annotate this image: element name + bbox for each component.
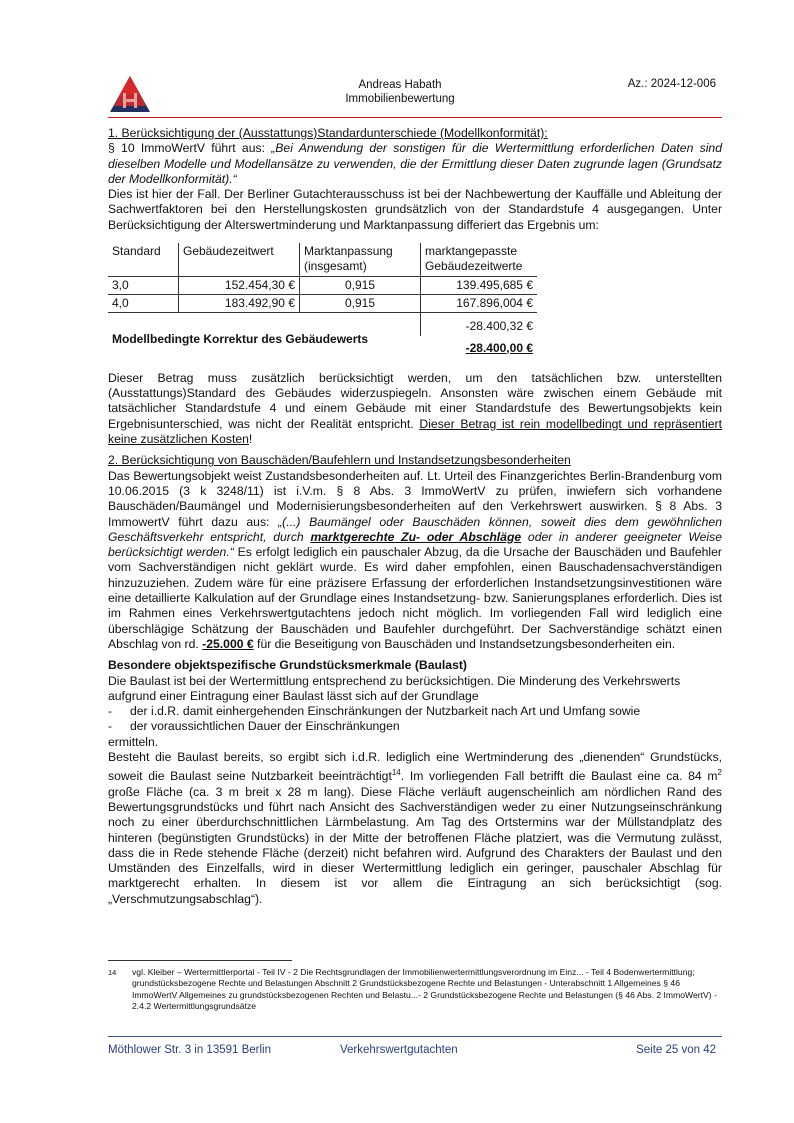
s2-quote-bold: marktgerechte Zu- oder Abschläge bbox=[310, 529, 522, 544]
table-cell: 4,0 bbox=[108, 294, 179, 312]
section3-heading: Besondere objektspezifische Grundstücksmerkmale (Baulast) bbox=[108, 658, 467, 673]
section1-quote-paragraph bbox=[108, 141, 722, 187]
section1-paragraph: Dies ist hier der Fall. Der Berliner Gutachterausschuss ist bei der Nachbewertung der Kauffälle und Ableitung der Sachwertfaktoren bei den Herstellungskosten grundsätzlich von der Standardstufe 4 ausgegangen. Unter Berücksichtigung der Alterswertminderung und Marktanpassung differiert das Ergebnis um: bbox=[108, 187, 722, 232]
section3-paragraph bbox=[108, 750, 722, 907]
section1b-end: ! bbox=[248, 432, 253, 447]
table-cell: 0,915 bbox=[300, 276, 421, 294]
table-cell: 167.896,004 € bbox=[421, 294, 538, 312]
footer-doc-type: Verkehrswertgutachten bbox=[340, 1044, 458, 1056]
s3-para-b: . Im vorliegenden Fall betrifft die Baulast eine ca. 84 m bbox=[400, 769, 718, 784]
section1b-paragraph bbox=[108, 371, 722, 447]
table-cell: 0,915 bbox=[300, 294, 421, 312]
s2-quote1: „(...) Baumängel oder Bauschäden können, soweit dies dem gewöhnlichen Geschäftsverkehr entspricht, durch bbox=[108, 514, 722, 544]
quote-intro: § 10 ImmoWertV führt aus: bbox=[108, 141, 272, 156]
table-header-row bbox=[108, 243, 537, 276]
company-logo bbox=[108, 74, 152, 114]
s3-para-a: Besteht die Baulast bereits, so ergibt sich i.d.R. lediglich eine Wertminderung des „dienenden“ Grundstücks, soweit die Baulast seine Nutzbarkeit beeinträchtigt bbox=[108, 749, 722, 784]
list-dash: - bbox=[108, 704, 113, 719]
section2-paragraph bbox=[108, 469, 722, 653]
footnote-divider bbox=[108, 960, 292, 961]
s2-quote2: oder in anderer geeigneter Weise berücksichtigt werden.“ bbox=[108, 529, 722, 560]
page-content bbox=[108, 126, 722, 907]
header-subtitle: Immobilienbewertung bbox=[345, 93, 455, 105]
correction-rounded: -28.400,00 € bbox=[465, 340, 533, 355]
section3-outro: ermitteln. bbox=[108, 734, 159, 749]
correction-row bbox=[108, 313, 537, 336]
table-header: Gebäudezeitwert bbox=[179, 243, 300, 276]
s2-p2: Es erfolgt lediglich ein pauschaler Abzug, da die Ursache der Bauschäden und Baufehler vom Sachverständigen nicht geklärt wurde. Es wird daher empfohlen, einen Bauschadensachverständigen hinzuzuziehen. Zudem wäre für eine präzisere Erfassung der erforderlichen Instandsetzungsinvestitionen wäre eine detaillierte Kalkulation auf der Grundlage eines Instandsetzung- bzw. Sanierungsplanes erforderlich. Dies ist im Rahmen eines Verkehrswertgutachtens jedoch nicht möglich. Im vorliegenden Fall wird lediglich eine überschlägige Schätzung der Bauschäden und Baufehler durchgeführt. Der Sachverständige schätzt einen Abschlag von rd. bbox=[108, 545, 722, 651]
list-item bbox=[108, 719, 722, 734]
footnote-ref[interactable]: 14 bbox=[391, 768, 401, 778]
section1b-underlined: Dieser Betrag ist rein modellbedingt und repräsentiert keine zusätzlichen Kosten bbox=[108, 416, 722, 447]
correction-value: -28.400,32 € bbox=[421, 313, 538, 336]
section1b-text: Dieser Betrag muss zusätzlich berücksichtigt werden, um den tatsächlichen bzw. unterstellten (Ausstattungs)Standard des Gebäudes widerzuspiegeln. Ansonsten wäre zwischen einem Gebäude mit tatsächlicher Standardstufe 4 und einem Gebäude mit einer Standardstufe des Bewertungsobjekts kein Ergebnisunterschied, was nicht der Realität entspricht. bbox=[108, 370, 722, 431]
list-item bbox=[108, 704, 722, 719]
footnote-number: 14 bbox=[108, 968, 117, 977]
table-cell: 152.454,30 € bbox=[179, 276, 300, 294]
footnote-text: vgl. Kleiber – Wertermittlerportal - Teil IV - 2 Die Rechtsgrundlagen der Immobilienwertermittlungsverordnung im Einz... - Teil 4 Bodenwertermittlung; grundstücksbezogene Rechte und Belastungen Abschnitt 2 Grundstücksbezogene Rechte und Belastungen - Unterabschnitt 1 Allgemeines § 46 ImmoWertV Allgemeines zu grundstücksbezogenen Rechten und Belastu...- 2 Grundstücksbezogene Rechte und Belastungen (§ 46 Abs. 2 ImmoWertV) - 2.4.2 Wertermittlungsgrundsätze bbox=[132, 967, 717, 1012]
list-text: der voraussichtlichen Dauer der Einschränkungen bbox=[130, 719, 400, 734]
standard-table bbox=[108, 243, 537, 357]
table-header: Marktanpassung (insgesamt) bbox=[300, 243, 421, 276]
header-divider bbox=[108, 117, 722, 118]
footnote bbox=[108, 967, 722, 1013]
table-cell: 3,0 bbox=[108, 276, 179, 294]
list-dash: - bbox=[108, 719, 113, 734]
header-title bbox=[300, 78, 500, 106]
s3-para-c: große Fläche (ca. 3 m breit x 28 m lang). Diese Fläche verläuft augenscheinlich am nördlichen Rand des Bewertungsgrundstücks und führt nach Ansicht des Sachverständigen weder zu einer Nutzungseinschränkung noch zu einer überdurchschnittlichen Lärmbelastung. Am Tag des Ortstermins war der Müllstandplatz des hinteren (begünstigten Grundstücks) in der Mitte der betroffenen Fläche platziert, was die Vermutung zulässt, dass die in Rede stehende Fläche (derzeit) nicht befahren wird. Aufgrund des Charakters der Baulast und den Umständen des Einzelfalls, wird in dieser Wertermittlung lediglich ein geringer, pauschaler Abschlag für marktgerecht erhalten. In diesem ist vor allem die Eintragung an sich berücksichtigt (sog. „Verschmutzungsabschlag“). bbox=[108, 784, 722, 906]
table-header: Standard bbox=[108, 243, 179, 276]
superscript-2: 2 bbox=[717, 768, 722, 778]
quote-text: „Bei Anwendung der sonstigen für die Wertermittlung erforderlichen Daten sind dieselben Modelle und Modellansätze zu verwenden, die der Ermittlung dieser Daten zugrunde lagen (Grundsatz der Modellkonformität).“ bbox=[108, 141, 722, 186]
list-text: der i.d.R. damit einhergehenden Einschränkungen der Nutzbarkeit nach Art und Umfang sowie bbox=[130, 704, 641, 719]
table-cell: 139.495,685 € bbox=[421, 276, 538, 294]
table-header: marktangepasste Gebäudezeitwerte bbox=[421, 243, 538, 276]
footer-page-number: Seite 25 von 42 bbox=[636, 1044, 716, 1056]
correction-label: Modellbedingte Korrektur des Gebäudewerts bbox=[112, 331, 369, 346]
header-name: Andreas Habath bbox=[358, 79, 442, 91]
section1-heading: 1. Berücksichtigung der (Ausstattungs)Standardunterschiede (Modellkonformität): bbox=[108, 126, 548, 140]
table-cell: 183.492,90 € bbox=[179, 294, 300, 312]
table-row bbox=[108, 276, 537, 294]
s2-p3: für die Beseitigung von Bauschäden und Instandsetzungsbesonderheiten ein. bbox=[253, 636, 676, 651]
footer-address: Möthlower Str. 3 in 13591 Berlin bbox=[108, 1044, 272, 1056]
footer-divider bbox=[108, 1036, 722, 1037]
table-row bbox=[108, 294, 537, 312]
s2-p1: Das Bewertungsobjekt weist Zustandsbesonderheiten auf. Lt. Urteil des Finanzgerichtes Berlin-Brandenburg vom 10.06.2015 (3 k 3248/11) ist i.V.m. § 8 Abs. 3 ImmoWertV zu prüfen, inwiefern sich vorhandene Bauschäden/Baumängel und Modernisierungsbesonderheiten auf den Verkehrswert auswirken. § 8 Abs. 3 ImmowertV führt dazu aus: bbox=[108, 468, 722, 529]
file-reference: Az.: 2024-12-006 bbox=[627, 78, 716, 90]
section2-heading: 2. Berücksichtigung von Bauschäden/Baufehlern und Instandsetzungsbesonderheiten bbox=[108, 453, 571, 468]
s2-amount: -25.000 € bbox=[202, 636, 254, 651]
section3-intro: Die Baulast ist bei der Wertermittlung entsprechend zu berücksichtigen. Die Minderung des Verkehrswerts aufgrund einer Eintragung einer Baulast lässt sich auf der Grundlage bbox=[108, 673, 681, 703]
